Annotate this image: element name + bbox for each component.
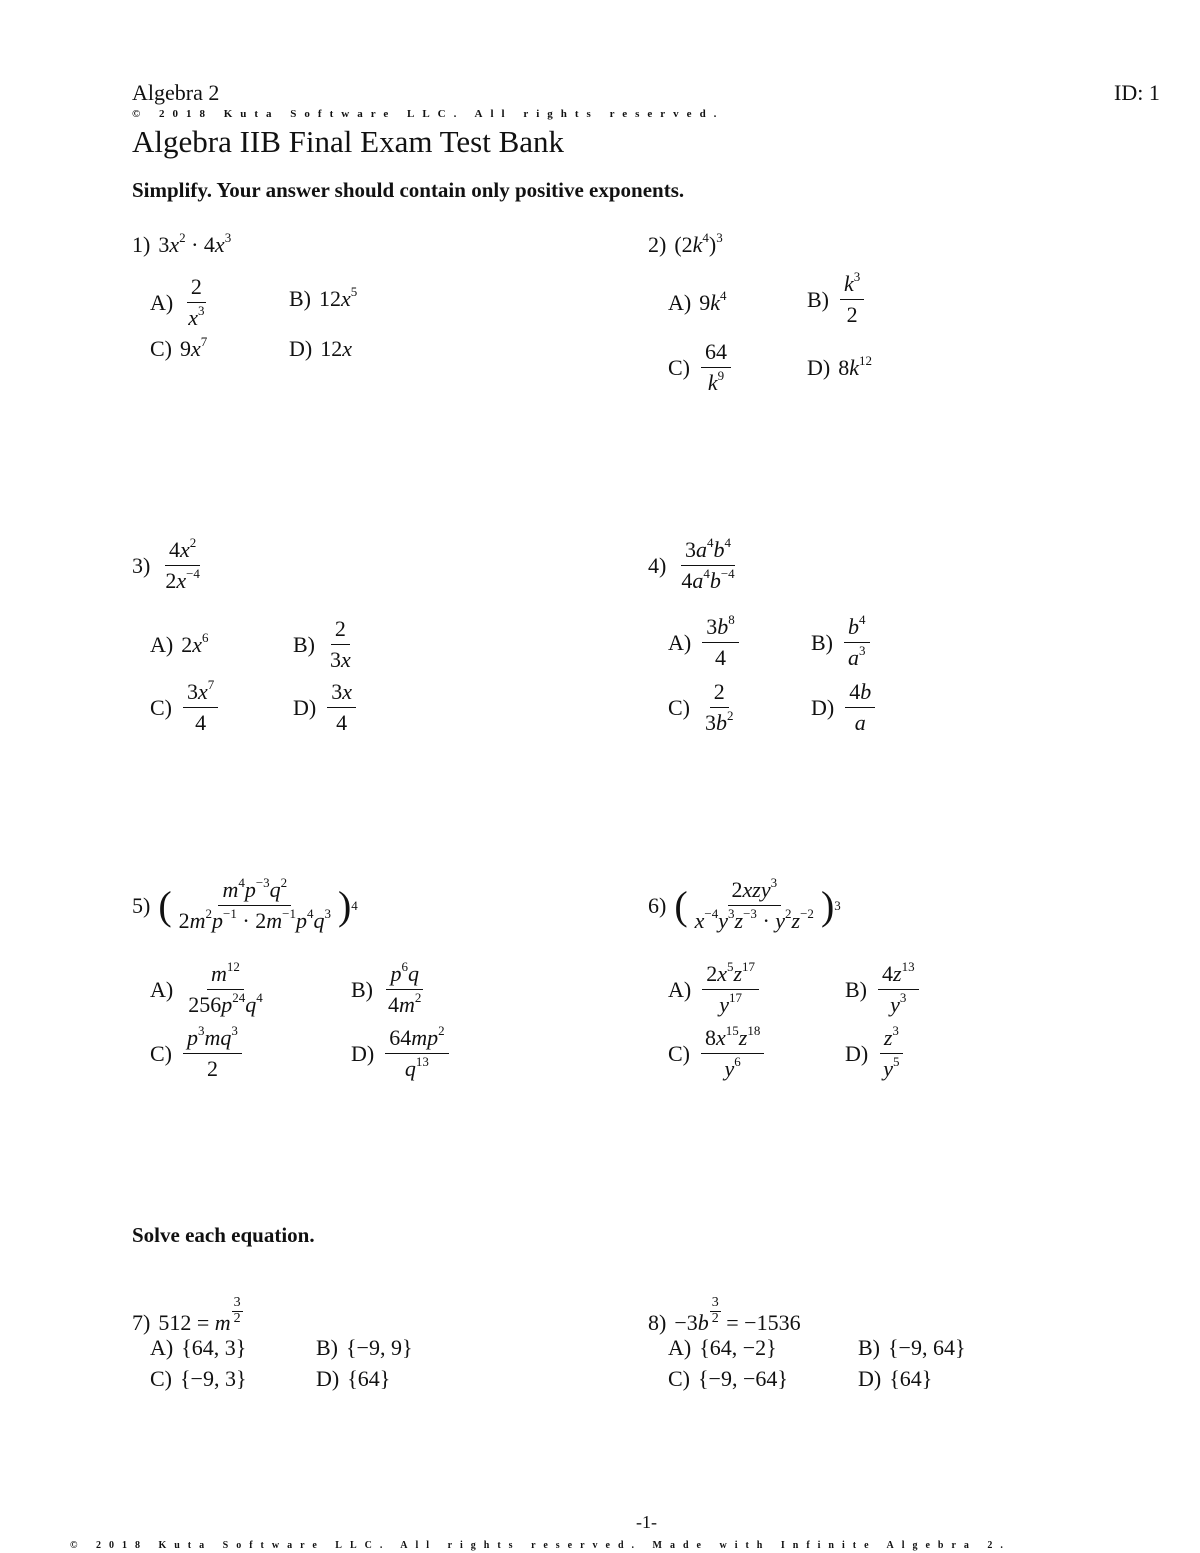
question-number: 7) <box>132 1310 151 1335</box>
choice-label: C) <box>668 694 690 720</box>
choice-6b[interactable] <box>845 959 922 1018</box>
choice-value: $2x^6$ <box>181 630 209 657</box>
question-number: 5) <box>132 892 151 918</box>
choice-5a[interactable] <box>150 959 270 1018</box>
course-name: Algebra 2 <box>132 80 220 105</box>
choice-8c[interactable] <box>668 1366 788 1392</box>
choice-value: $\frac{2}{3b^2}$ <box>705 679 734 736</box>
solve-instructions: Solve each equation. <box>132 1223 315 1247</box>
question-expression: $3x^2 \cdot 4x^3$ <box>158 230 232 257</box>
choice-label: C) <box>668 354 690 380</box>
choice-value: $\frac{64}{k^9}$ <box>701 340 731 395</box>
choice-label: B) <box>811 629 833 655</box>
question-6 <box>648 875 841 934</box>
choice-label: A) <box>150 976 174 1002</box>
choice-value: $9k^4$ <box>699 288 727 315</box>
choice-value: {−9, −64} <box>698 1366 788 1391</box>
choice-value: $12x^5$ <box>319 284 358 311</box>
choice-2d[interactable] <box>807 355 872 381</box>
choice-value: $\frac{4z^{13}}{y^3}$ <box>878 962 919 1017</box>
choice-label: B) <box>293 631 315 657</box>
question-expression: ( $\frac{m^4p^{-3}q^2}{2m^2p^{-1} \cdot 2m^{-1}p^4q^3}$ ) 4 <box>158 875 358 934</box>
worksheet-id: ID: 1 <box>1114 80 1160 105</box>
question-expression: $(2k^4)^3$ <box>674 230 723 257</box>
question-number: 2) <box>648 232 667 257</box>
choice-4c[interactable] <box>668 680 741 735</box>
choice-value: $\frac{2}{3x}$ <box>330 616 351 673</box>
choice-5d[interactable] <box>351 1023 452 1082</box>
question-2 <box>648 232 723 258</box>
choice-6d[interactable] <box>845 1023 906 1082</box>
choice-5c[interactable] <box>150 1023 245 1082</box>
choice-3c[interactable] <box>150 677 221 736</box>
choice-1a[interactable] <box>150 275 211 330</box>
choice-3b[interactable] <box>293 617 358 672</box>
choice-label: B) <box>289 286 311 311</box>
choice-2b[interactable] <box>807 269 867 328</box>
choice-label: B) <box>807 286 829 312</box>
choice-label: B) <box>845 976 867 1002</box>
choice-label: D) <box>289 336 313 361</box>
simplify-instructions: Simplify. Your answer should contain only positive exponents. <box>132 178 685 202</box>
question-expression: ( $\frac{2xzy^3}{x^{-4}y^3z^{-3} \cdot y^2z^{-2}}$ ) 3 <box>674 875 841 934</box>
choice-value: $\frac{z^3}{y^5}$ <box>879 1026 903 1081</box>
choice-value: {−9, 3} <box>180 1366 247 1391</box>
choice-2c[interactable] <box>668 340 734 395</box>
choice-label: C) <box>150 336 172 361</box>
choice-value: $\frac{p^3mq^3}{2}$ <box>183 1026 242 1081</box>
choice-value: $\frac{b^4}{a^3}$ <box>844 615 870 670</box>
choice-label: B) <box>316 1335 338 1360</box>
choice-value: $\frac{3b^8}{4}$ <box>702 615 739 670</box>
choice-label: D) <box>845 1040 869 1066</box>
choice-value: 12x <box>320 336 352 361</box>
choice-7b[interactable] <box>316 1335 413 1361</box>
question-number: 3) <box>132 552 151 578</box>
choice-label: C) <box>150 1040 172 1066</box>
header-copyright: © 2018 Kuta Software LLC. All rights reserved. <box>132 108 725 120</box>
question-4 <box>648 535 742 594</box>
choice-value: $\frac{4b}{a}$ <box>845 680 875 735</box>
choice-label: A) <box>668 629 692 655</box>
question-number: 6) <box>648 892 667 918</box>
choice-label: D) <box>351 1040 375 1066</box>
choice-label: D) <box>811 694 835 720</box>
choice-5b[interactable] <box>351 959 428 1018</box>
choice-label: C) <box>150 694 172 720</box>
question-number: 4) <box>648 552 667 578</box>
choice-7a[interactable] <box>150 1335 246 1361</box>
question-1 <box>132 232 231 258</box>
choice-8a[interactable] <box>668 1335 777 1361</box>
choice-label: B) <box>858 1335 880 1360</box>
choice-label: D) <box>293 694 317 720</box>
choice-value: $\frac{3x^7}{4}$ <box>183 680 218 735</box>
choice-value: $9x^7$ <box>180 334 208 361</box>
question-expression: $\frac{3a^4b^4}{4a^4b^{-4}}$ <box>681 535 735 594</box>
choice-value: $\frac{m^{12}}{256p^{24}q^4}$ <box>188 959 263 1018</box>
page-number: -1- <box>636 1512 657 1532</box>
choice-label: A) <box>668 1335 692 1360</box>
choice-label: D) <box>807 355 831 380</box>
choice-7c[interactable] <box>150 1366 247 1392</box>
choice-label: A) <box>150 289 174 315</box>
choice-value: $\frac{3x}{4}$ <box>327 680 356 735</box>
choice-value: {64} <box>347 1366 391 1391</box>
choice-3a[interactable] <box>150 632 208 658</box>
choice-label: A) <box>150 1335 174 1360</box>
question-expression: $\frac{4x^2}{2x^{-4}}$ <box>165 535 200 594</box>
choice-value: {64, −2} <box>699 1335 777 1360</box>
choice-1c[interactable] <box>150 336 207 362</box>
question-expression: 512 = m $\frac{3}{2}$ <box>158 1295 241 1335</box>
page-title: Algebra IIB Final Exam Test Bank <box>132 124 565 159</box>
choice-label: C) <box>668 1040 690 1066</box>
choice-1b[interactable] <box>289 286 357 312</box>
choice-value: {64, 3} <box>181 1335 247 1360</box>
choice-value: $\frac{k^3}{2}$ <box>840 272 864 327</box>
choice-1d[interactable] <box>289 336 352 362</box>
footer-copyright: © 2018 Kuta Software LLC. All rights reserved. Made with Infinite Algebra 2. <box>70 1540 1011 1551</box>
choice-label: A) <box>668 976 692 1002</box>
choice-label: D) <box>316 1366 340 1391</box>
choice-label: D) <box>858 1366 882 1391</box>
choice-value: $\frac{8x^{15}z^{18}}{y^6}$ <box>701 1026 764 1081</box>
question-5 <box>132 875 358 934</box>
choice-label: C) <box>150 1366 172 1391</box>
choice-6a[interactable] <box>668 959 762 1018</box>
choice-4d[interactable] <box>811 680 878 735</box>
choice-value: {−9, 64} <box>888 1335 966 1360</box>
choice-label: A) <box>150 632 174 657</box>
choice-value: $\frac{p^6q}{4m^2}$ <box>388 959 422 1018</box>
choice-8d[interactable] <box>858 1366 932 1392</box>
choice-label: B) <box>351 976 373 1002</box>
choice-4b[interactable] <box>811 612 873 671</box>
choice-8b[interactable] <box>858 1335 966 1361</box>
choice-value: $8k^{12}$ <box>838 353 872 380</box>
choice-value: $\frac{2x^5z^{17}}{y^{17}}$ <box>702 962 759 1017</box>
choice-4a[interactable] <box>668 612 742 671</box>
question-8 <box>648 1296 801 1336</box>
choice-value: {64} <box>889 1366 933 1391</box>
question-expression: −3b $\frac{3}{2}$ = −1536 <box>674 1295 801 1335</box>
question-3 <box>132 535 207 594</box>
choice-2a[interactable] <box>668 290 726 316</box>
question-number: 1) <box>132 232 151 257</box>
choice-value: $\frac{64mp^2}{q^{13}}$ <box>385 1026 448 1081</box>
choice-value: {−9, 9} <box>346 1335 413 1360</box>
question-number: 8) <box>648 1310 667 1335</box>
choice-label: C) <box>668 1366 690 1391</box>
choice-3d[interactable] <box>293 680 359 735</box>
choice-label: A) <box>668 290 692 315</box>
choice-7d[interactable] <box>316 1366 390 1392</box>
question-7 <box>132 1296 243 1336</box>
choice-value: $\frac{2}{x^3}$ <box>188 274 205 331</box>
choice-6c[interactable] <box>668 1023 767 1082</box>
